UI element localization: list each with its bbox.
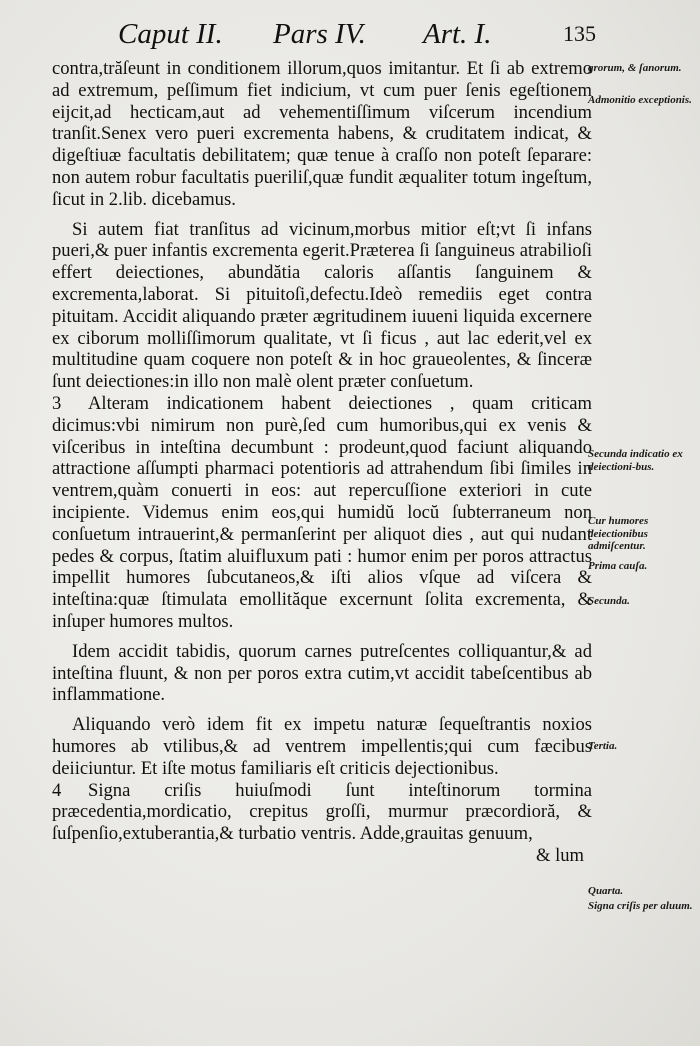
paragraph-number: 3 — [52, 392, 62, 414]
catchword: & lum — [535, 844, 584, 866]
header-article: Art. I. — [423, 18, 492, 50]
page-number: 135 — [563, 21, 596, 46]
numbered-paragraph — [52, 780, 592, 845]
margin-note: Signa criſis per aluum. — [588, 900, 693, 912]
header-part: Pars IV. — [273, 18, 366, 50]
paragraph: contra,trăſeunt in conditionem illorum,quos imitantur. Et ſi ab extremo ad extremum, peſſimum fiet indicium, vt cum puer ſenis egeſtionem eijcit,ad hecticam,aut ad vehementiſſimum viſcerum incendium tranſit.Senex vero pueri excrementa habens, & cruditatem indicat, & digeſtiuæ facultatis debilitatem; quæ tenue à craſſo non poteſt ſeparare: non autem robur facultatis pueriliſ,quæ fundit æqualiter totum ingeſtum, ſicut in 2.lib. dicebamus. — [52, 58, 592, 210]
paragraph: Si autem fiat tranſitus ad vicinum,morbus mitior eſt;vt ſi infans pueri,& puer infantis excrementa egerit.Præterea ſi ſanguineus atrabilioſi effert deiectiones, abundătia caloris aſſantis ſanguinem & excrementa,laborat. Si pituitoſi,defectu.Ideò remediis eget contra pituitam. Accidit aliquando præter ægritudinem iuueni liquida excernere ex ciborum molliſſimorum qualitate, vt ſi ficus , aut lac ederit,vel ex multitudine quam coquere non poteſt & in hoc graueolentes, & ſinceræ ſunt deiectiones:in illo non malè olent præter conſuetum. — [52, 218, 592, 393]
margin-note: Prima cauſa. — [588, 560, 648, 572]
margin-note: Secunda indicatio ex deiectioni-bus. — [588, 448, 683, 473]
margin-note: Admonitio exceptionis. — [588, 94, 692, 106]
paragraph: Aliquando verò idem fit ex impetu naturæ ſequeſtrantis noxios humores ab vtilibus,& ad ventrem impellentis;qui cum fæcibus deiiciuntur. Et iſte motus familiaris eſt criticis dejectionibus. — [52, 714, 592, 779]
paragraph: Idem accidit tabidis, quorum carnes putreſcentes colliquantur,& ad inteſtina fluunt, & non per poros extra cutim,vt accidit tabeſcentibus ab inflammatione. — [52, 640, 592, 706]
main-text-block — [52, 58, 592, 867]
paragraph-number: 4 — [52, 779, 62, 801]
paragraph-text: Signa criſis huiuſmodi ſunt inteſtinorum tormina præcedentia,mordicatio, crepitus groſſi, murmur præcordioră, & ſuſpenſio,extuberantia,& turbatio ventris. Adde,grauitas genuum, — [52, 779, 592, 845]
margin-note: Tertia. — [588, 740, 618, 752]
margin-note: Secunda. — [588, 595, 630, 607]
paragraph-text: Alteram indicationem habent deiectiones , quam criticam dicimus:vbi nimirum non purè,ſed cum humoribus,qui ex venis & viſceribus in inteſtina decumbunt : prodeunt,quod faciunt aliquando attractione aſſumpti pharmaci potentioris ad attrahendum ſibi ſimiles in ventrem,quàm conuerti in eos: aut repercuſſione exteriori in cute incipiente. Videmus enim eos,qui humidŭ locŭ ſubterraneum non conſuetum intrauerint,& permanſerint per aliquot dies , aut qui nudant pedes & corpus, ſtatim aluifluxum pati : humor enim per poros attractus impellit humores ſubcutaneos,& iſti alios vſque ad viſcera & inteſtina:quæ ſtimulata emollităque excernunt ſolita excrementa, & inſuper humores multos. — [52, 392, 592, 632]
margin-note: Cur humores deiectionibus admiſcentur. — [588, 515, 649, 552]
margin-note: Quarta. — [588, 885, 624, 897]
header-chapter: Caput II. — [118, 18, 223, 50]
margin-note: grorum, & ſanorum. — [588, 62, 682, 74]
numbered-paragraph — [52, 393, 592, 633]
running-header — [118, 14, 598, 54]
